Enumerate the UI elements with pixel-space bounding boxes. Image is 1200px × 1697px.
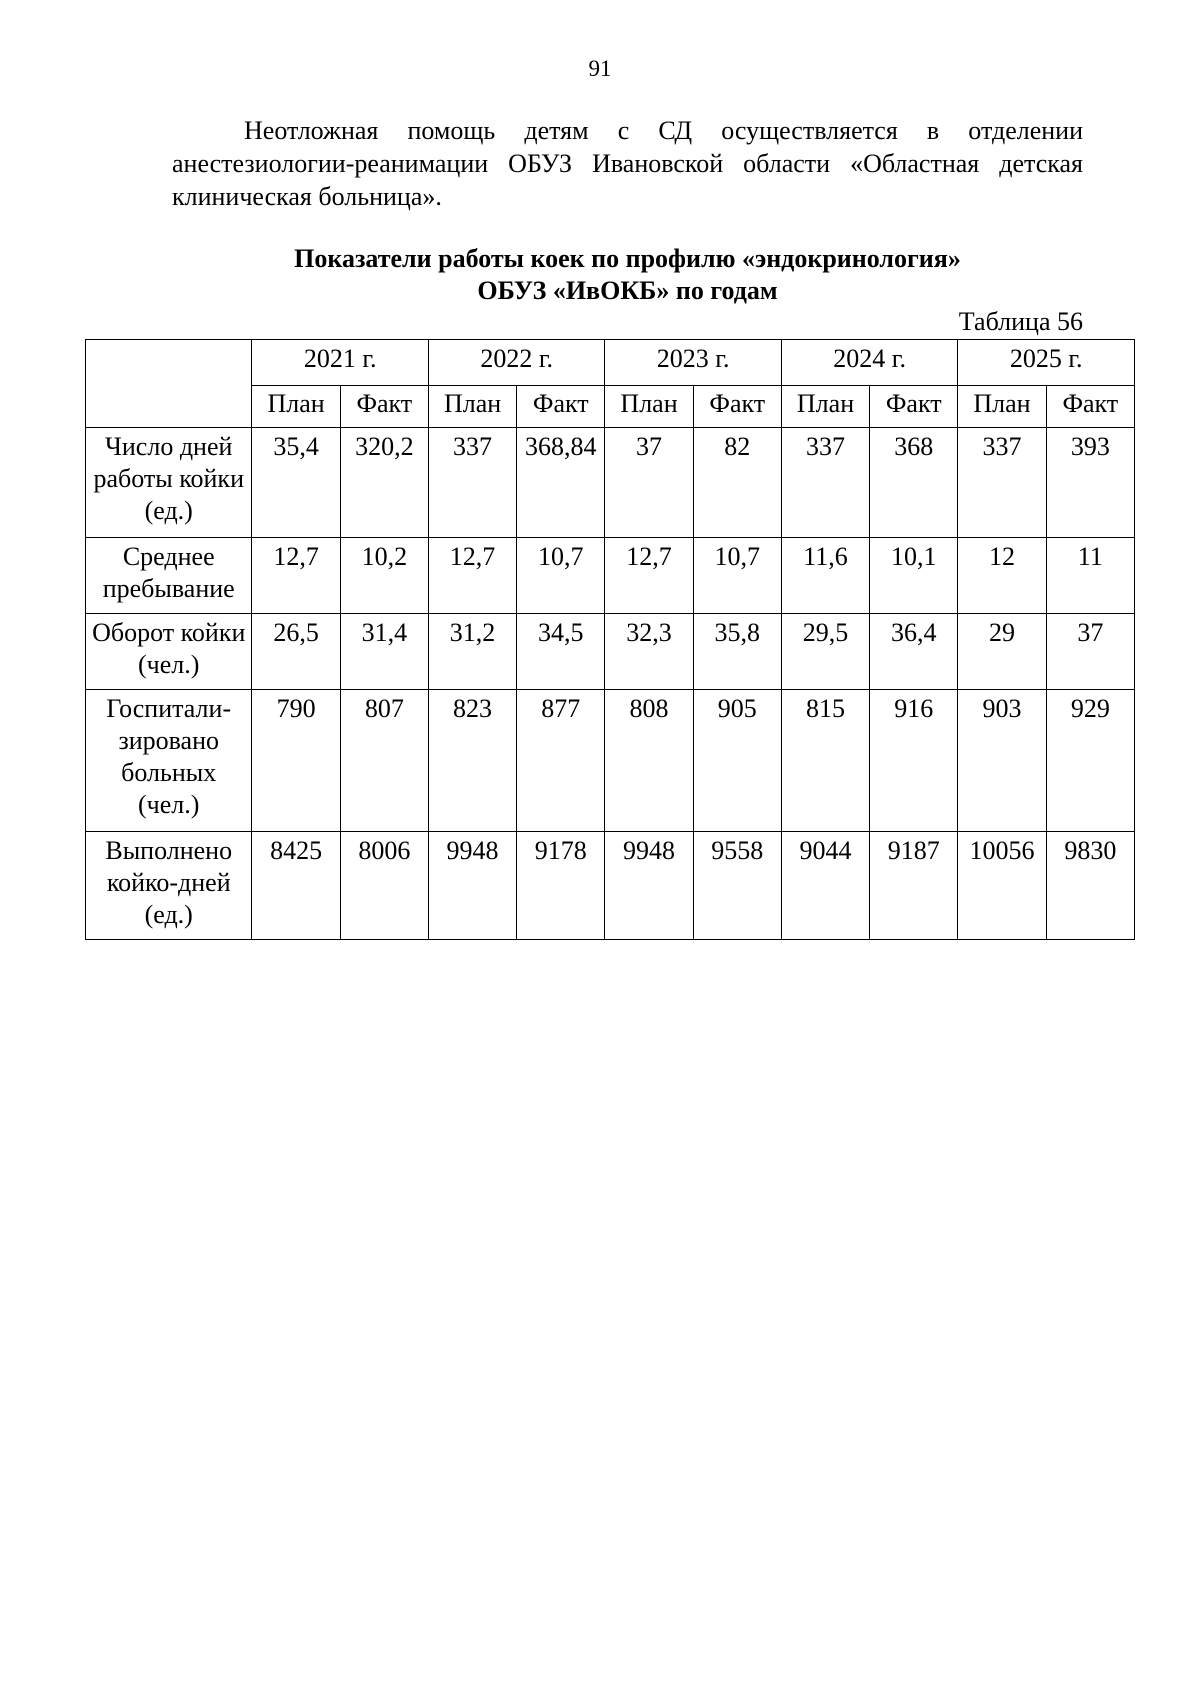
table-cell: 35,8: [693, 614, 781, 690]
table-header-years-row: [86, 340, 1135, 386]
year-header: 2023 г.: [605, 340, 781, 386]
table-title-line-1: Показатели работы коек по профилю «эндокринология»: [294, 244, 961, 273]
table-cell: 10056: [958, 832, 1046, 940]
table-cell: 393: [1046, 428, 1134, 538]
table-cell: 12,7: [605, 538, 693, 614]
table-cell: 31,4: [340, 614, 428, 690]
table-cell: 82: [693, 428, 781, 538]
table-cell: 12,7: [428, 538, 516, 614]
table-cell: 12: [958, 538, 1046, 614]
table-cell: 11,6: [781, 538, 869, 614]
year-header: 2024 г.: [781, 340, 957, 386]
table-cell: 337: [958, 428, 1046, 538]
fact-header: Факт: [517, 386, 605, 428]
table-cell: 31,2: [428, 614, 516, 690]
table-cell: 32,3: [605, 614, 693, 690]
table-row-bed-days: [86, 428, 1135, 538]
table-cell: 9830: [1046, 832, 1134, 940]
table-cell: 26,5: [252, 614, 340, 690]
fact-header: Факт: [340, 386, 428, 428]
table-cell: 10,7: [693, 538, 781, 614]
row-label: Выполнено койко-дней (ед.): [86, 832, 252, 940]
table-cell: 916: [870, 690, 958, 832]
table-cell: 34,5: [517, 614, 605, 690]
table-cell: 10,1: [870, 538, 958, 614]
plan-header: План: [958, 386, 1046, 428]
table-number-label: Таблица 56: [958, 307, 1083, 336]
table-title: [172, 243, 1083, 307]
table-corner-cell: [86, 340, 252, 428]
table-cell: 29: [958, 614, 1046, 690]
table-cell: 9044: [781, 832, 869, 940]
year-header: 2021 г.: [252, 340, 428, 386]
table-cell: 368: [870, 428, 958, 538]
row-label: Оборот койки (чел.): [86, 614, 252, 690]
table-cell: 12,7: [252, 538, 340, 614]
table-row-hospitalized: [86, 690, 1135, 832]
row-label: Среднее пребывание: [86, 538, 252, 614]
plan-header: План: [252, 386, 340, 428]
table-cell: 9558: [693, 832, 781, 940]
table-cell: 8006: [340, 832, 428, 940]
table-cell: 815: [781, 690, 869, 832]
table-row-bed-days-completed: [86, 832, 1135, 940]
table-cell: 10,2: [340, 538, 428, 614]
plan-header: План: [428, 386, 516, 428]
table-cell: 808: [605, 690, 693, 832]
table-cell: 9948: [428, 832, 516, 940]
table-cell: 929: [1046, 690, 1134, 832]
table-cell: 11: [1046, 538, 1134, 614]
table-cell: 337: [428, 428, 516, 538]
table-cell: 337: [781, 428, 869, 538]
fact-header: Факт: [1046, 386, 1134, 428]
table-cell: 368,84: [517, 428, 605, 538]
year-header: 2025 г.: [958, 340, 1135, 386]
table-cell: 877: [517, 690, 605, 832]
table-cell: 823: [428, 690, 516, 832]
table-cell: 9948: [605, 832, 693, 940]
table-cell: 37: [605, 428, 693, 538]
table-cell: 9187: [870, 832, 958, 940]
table-title-line-2: ОБУЗ «ИвОКБ» по годам: [477, 276, 778, 305]
table-row-average-stay: [86, 538, 1135, 614]
table-cell: 10,7: [517, 538, 605, 614]
table-cell: 903: [958, 690, 1046, 832]
table-cell: 35,4: [252, 428, 340, 538]
plan-header: План: [605, 386, 693, 428]
bed-indicators-table: [85, 339, 1135, 940]
body-paragraph: Неотложная помощь детям с СД осуществляется в отделении анестезиологии-реанимации ОБУЗ Ивановской области «Областная детская клиническая больница».: [172, 116, 1083, 211]
table-cell: 37: [1046, 614, 1134, 690]
table-cell: 9178: [517, 832, 605, 940]
fact-header: Факт: [693, 386, 781, 428]
table-cell: 36,4: [870, 614, 958, 690]
table-cell: 8425: [252, 832, 340, 940]
table-cell: 320,2: [340, 428, 428, 538]
year-header: 2022 г.: [428, 340, 604, 386]
table-cell: 807: [340, 690, 428, 832]
row-label: Госпитали-зировано больных (чел.): [86, 690, 252, 832]
page-number: 91: [588, 56, 612, 81]
plan-header: План: [781, 386, 869, 428]
table-row-bed-turnover: [86, 614, 1135, 690]
table-cell: 790: [252, 690, 340, 832]
table-cell: 905: [693, 690, 781, 832]
table-cell: 29,5: [781, 614, 869, 690]
row-label: Число дней работы койки (ед.): [86, 428, 252, 538]
fact-header: Факт: [870, 386, 958, 428]
